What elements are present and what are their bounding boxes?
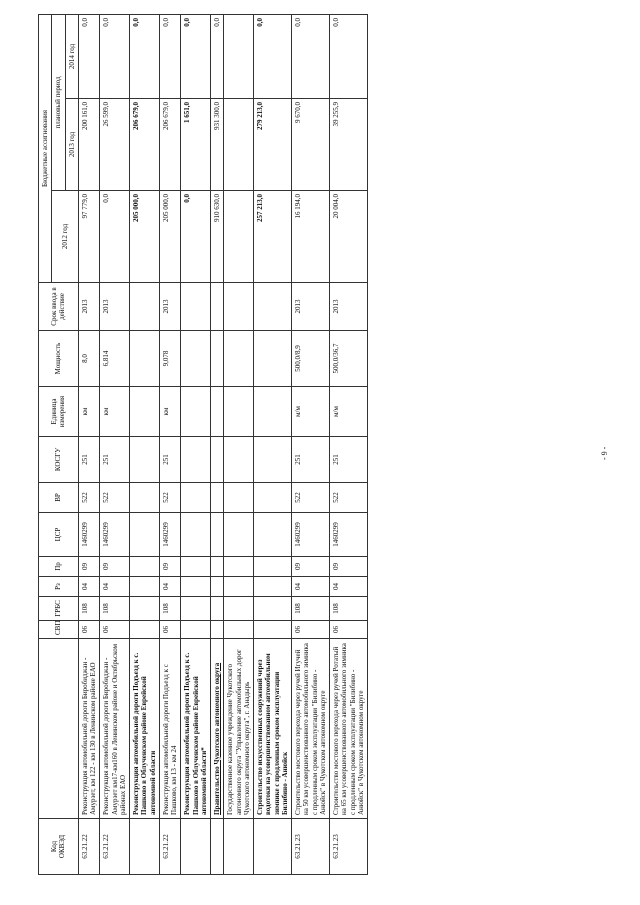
table-row xyxy=(130,14,160,874)
cell-y2013 xyxy=(224,99,254,191)
cell-csr xyxy=(181,513,211,557)
cell-vr: 522 xyxy=(330,483,368,513)
cell-pr xyxy=(130,557,160,577)
cell-csr xyxy=(130,513,160,557)
table-body xyxy=(78,14,367,874)
cell-vr xyxy=(181,483,211,513)
cell-csr: 1460299 xyxy=(78,513,100,557)
header-year-2014: 2014 год xyxy=(65,14,78,98)
cell-grbs: 108 xyxy=(78,597,100,621)
cell-y2013: 206 679,0 xyxy=(159,99,181,191)
cell-y2014: 0,0 xyxy=(254,14,292,98)
header-grbs: ГРБС xyxy=(39,597,79,621)
cell-okved xyxy=(254,819,292,875)
cell-y2014: 0,0 xyxy=(78,14,100,98)
header-name xyxy=(39,639,79,819)
cell-vr: 522 xyxy=(100,483,130,513)
cell-y2012: 97 779,0 xyxy=(78,191,100,283)
cell-pr: 09 xyxy=(330,557,368,577)
cell-y2012: 205 000,0 xyxy=(159,191,181,283)
cell-pr: 09 xyxy=(100,557,130,577)
cell-vr xyxy=(254,483,292,513)
cell-okved xyxy=(211,819,224,875)
cell-okved: 63.21.23 xyxy=(292,819,330,875)
cell-unit: км xyxy=(159,387,181,437)
cell-y2012: 910 630,0 xyxy=(211,191,224,283)
cell-y2014: 0,0 xyxy=(181,14,211,98)
cell-power: 8,0 xyxy=(78,331,100,387)
cell-grbs: 108 xyxy=(330,597,368,621)
cell-term: 2013 xyxy=(78,283,100,331)
cell-y2012: 0,0 xyxy=(181,191,211,283)
cell-kosgu: 251 xyxy=(78,437,100,483)
cell-svp: 06 xyxy=(330,621,368,639)
cell-y2014 xyxy=(224,14,254,98)
header-rz: Рз xyxy=(39,577,79,597)
cell-rz xyxy=(211,577,224,597)
header-okved: Код ОКВЭД xyxy=(39,819,79,875)
cell-unit xyxy=(211,387,224,437)
cell-vr xyxy=(130,483,160,513)
table-row xyxy=(224,14,254,874)
header-plan-period: плановый период xyxy=(52,14,65,190)
cell-y2012: 0,0 xyxy=(100,191,130,283)
cell-svp xyxy=(211,621,224,639)
table-row xyxy=(254,14,292,874)
cell-svp xyxy=(224,621,254,639)
cell-term: 2013 xyxy=(292,283,330,331)
cell-term xyxy=(224,283,254,331)
header-year-2013: 2013 год xyxy=(65,99,78,191)
cell-name: Государственное казенное учреждение Чукотского автономного округа "Управление автомобильных дорог Чукотского автономного округа", г. Анадырь xyxy=(224,639,254,819)
budget-table xyxy=(38,14,368,875)
cell-term xyxy=(211,283,224,331)
cell-okved xyxy=(181,819,211,875)
cell-unit: м/м xyxy=(292,387,330,437)
cell-svp xyxy=(181,621,211,639)
cell-y2014: 0,0 xyxy=(330,14,368,98)
cell-pr xyxy=(211,557,224,577)
cell-y2013: 206 679,0 xyxy=(130,99,160,191)
cell-okved xyxy=(130,819,160,875)
cell-kosgu xyxy=(130,437,160,483)
cell-okved: 63.21.23 xyxy=(330,819,368,875)
cell-name: Реконструкция автомобильной дороги Подъезд к с. Пашково в Облученском районе Еврейской автономной области xyxy=(130,639,160,819)
cell-name: Строительство мостового перехода через ручей Ротатый на 65 км усовершенствованного автомобильного зимника с продленным сроком эксплуатации "Билибино - Анюйск" в Чукотском автономном округе xyxy=(330,639,368,819)
cell-kosgu xyxy=(254,437,292,483)
cell-name: Реконструкция автомобильной дороги Подъезд к с. Пашково в Облученском районе Еврейской автономной области* xyxy=(181,639,211,819)
cell-y2014: 0,0 xyxy=(100,14,130,98)
cell-kosgu: 251 xyxy=(159,437,181,483)
table-row xyxy=(211,14,224,874)
cell-power: 6,814 xyxy=(100,331,130,387)
cell-y2014: 0,0 xyxy=(130,14,160,98)
header-term: Срок ввода в действие xyxy=(39,283,79,331)
table-row xyxy=(100,14,130,874)
cell-vr xyxy=(211,483,224,513)
cell-grbs xyxy=(224,597,254,621)
cell-rz xyxy=(254,577,292,597)
cell-y2012: 16 194,0 xyxy=(292,191,330,283)
cell-y2013: 200 161,0 xyxy=(78,99,100,191)
cell-y2014: 0,0 xyxy=(292,14,330,98)
cell-term xyxy=(181,283,211,331)
header-kosgu: КОСГУ xyxy=(39,437,79,483)
cell-term xyxy=(130,283,160,331)
cell-csr: 1460299 xyxy=(292,513,330,557)
cell-y2014: 0,0 xyxy=(159,14,181,98)
cell-okved: 63.21.22 xyxy=(159,819,181,875)
cell-kosgu xyxy=(224,437,254,483)
cell-term: 2013 xyxy=(159,283,181,331)
cell-csr xyxy=(254,513,292,557)
cell-grbs xyxy=(181,597,211,621)
cell-kosgu: 251 xyxy=(100,437,130,483)
cell-grbs xyxy=(130,597,160,621)
cell-name: Строительство искусственных сооружений через водотоки на усовершенствованном автомобильном зимнике с продленным сроком эксплуатации Билибино - Анюйск xyxy=(254,639,292,819)
cell-vr: 522 xyxy=(292,483,330,513)
cell-power: 500,0/8,9 xyxy=(292,331,330,387)
cell-grbs: 108 xyxy=(159,597,181,621)
cell-unit xyxy=(181,387,211,437)
header-csr: ЦСР xyxy=(39,513,79,557)
cell-svp: 06 xyxy=(100,621,130,639)
cell-unit xyxy=(254,387,292,437)
cell-grbs: 108 xyxy=(100,597,130,621)
cell-y2013: 931 300,0 xyxy=(211,99,224,191)
cell-svp xyxy=(254,621,292,639)
header-year-2012: 2012 год xyxy=(52,191,79,283)
table-row xyxy=(78,14,100,874)
cell-rz: 04 xyxy=(292,577,330,597)
cell-unit xyxy=(130,387,160,437)
cell-y2013: 1 651,0 xyxy=(181,99,211,191)
cell-kosgu xyxy=(181,437,211,483)
header-power: Мощность xyxy=(39,331,79,387)
cell-y2012: 20 004,0 xyxy=(330,191,368,283)
cell-pr: 09 xyxy=(159,557,181,577)
cell-rz xyxy=(130,577,160,597)
cell-grbs xyxy=(211,597,224,621)
cell-y2013: 9 670,0 xyxy=(292,99,330,191)
cell-y2013: 39 255,9 xyxy=(330,99,368,191)
header-budget: Бюджетные ассигнования xyxy=(39,14,52,282)
header-pr: Пр xyxy=(39,557,79,577)
cell-power xyxy=(224,331,254,387)
cell-term: 2013 xyxy=(100,283,130,331)
cell-rz: 04 xyxy=(330,577,368,597)
table-row xyxy=(159,14,181,874)
table-row xyxy=(292,14,330,874)
cell-y2012: 205 000,0 xyxy=(130,191,160,283)
cell-csr: 1460299 xyxy=(100,513,130,557)
cell-y2014: 0,0 xyxy=(211,14,224,98)
cell-svp: 06 xyxy=(292,621,330,639)
cell-rz: 04 xyxy=(100,577,130,597)
cell-name: Строительство мостового перехода через ручей Игучей на 50 км усовершенствованного автомобильного зимника с продленным сроком эксплуатации "Билибино - Анюйск" в Чукотском автономном округе xyxy=(292,639,330,819)
cell-y2012: 257 213,0 xyxy=(254,191,292,283)
cell-rz xyxy=(181,577,211,597)
cell-power: 500,0/36,7 xyxy=(330,331,368,387)
cell-grbs: 108 xyxy=(292,597,330,621)
cell-vr xyxy=(224,483,254,513)
header-vr: ВР xyxy=(39,483,79,513)
cell-kosgu xyxy=(211,437,224,483)
page-number: - 9 - xyxy=(600,446,609,460)
cell-term: 2013 xyxy=(330,283,368,331)
cell-power xyxy=(181,331,211,387)
cell-name: Реконструкция автомобильной дороги Биробиджан - Амурзет км17-км160 в Ленинском районе и Октябрьском районах ЕАО xyxy=(100,639,130,819)
cell-pr xyxy=(224,557,254,577)
cell-pr xyxy=(254,557,292,577)
table-row xyxy=(330,14,368,874)
cell-unit: км xyxy=(100,387,130,437)
cell-svp xyxy=(130,621,160,639)
cell-rz: 04 xyxy=(159,577,181,597)
cell-y2013: 279 213,0 xyxy=(254,99,292,191)
cell-kosgu: 251 xyxy=(330,437,368,483)
cell-kosgu: 251 xyxy=(292,437,330,483)
cell-rz xyxy=(224,577,254,597)
cell-svp: 06 xyxy=(159,621,181,639)
cell-csr: 1460299 xyxy=(159,513,181,557)
cell-power xyxy=(254,331,292,387)
cell-power xyxy=(130,331,160,387)
cell-power: 9,078 xyxy=(159,331,181,387)
cell-pr: 09 xyxy=(292,557,330,577)
cell-okved: 63.21.22 xyxy=(78,819,100,875)
cell-grbs xyxy=(254,597,292,621)
cell-unit: м/м xyxy=(330,387,368,437)
cell-y2013: 26 599,0 xyxy=(100,99,130,191)
cell-unit: км xyxy=(78,387,100,437)
header-unit: Единица измерения xyxy=(39,387,79,437)
cell-okved: 63.21.22 xyxy=(100,819,130,875)
cell-vr: 522 xyxy=(78,483,100,513)
cell-rz: 04 xyxy=(78,577,100,597)
cell-csr: 1460299 xyxy=(330,513,368,557)
table-row xyxy=(181,14,211,874)
cell-term xyxy=(254,283,292,331)
cell-csr xyxy=(211,513,224,557)
cell-pr xyxy=(181,557,211,577)
cell-pr: 09 xyxy=(78,557,100,577)
cell-csr xyxy=(224,513,254,557)
cell-power xyxy=(211,331,224,387)
cell-unit xyxy=(224,387,254,437)
cell-name: Правительство Чукотского автономного округа xyxy=(211,639,224,819)
cell-name: Реконструкция автомобильной дороги Биробиджан - Амурзет, км 122 - км 130 в Ленинском районе ЕАО xyxy=(78,639,100,819)
cell-name: Реконструкция автомобильной дороги Подъезд к с Пашково, км 13 - км 24 xyxy=(159,639,181,819)
cell-vr: 522 xyxy=(159,483,181,513)
cell-y2012 xyxy=(224,191,254,283)
header-svp: СВП xyxy=(39,621,79,639)
cell-svp: 06 xyxy=(78,621,100,639)
cell-okved xyxy=(224,819,254,875)
